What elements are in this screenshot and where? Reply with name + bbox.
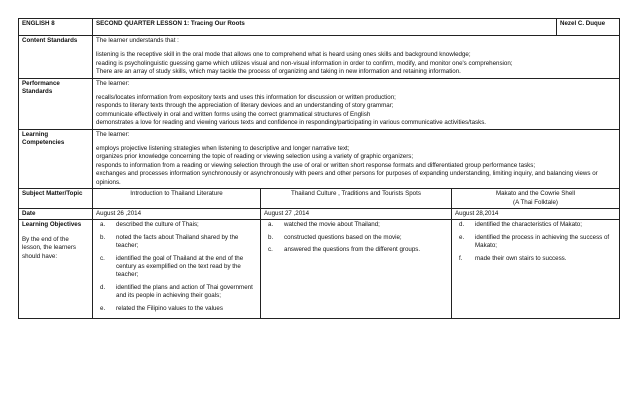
list-item xyxy=(96,221,257,229)
item-text: constructed questions based on the movie; xyxy=(284,233,402,241)
list-item xyxy=(96,284,257,301)
topic-day3-title: Makato and the Cowrie Shell xyxy=(495,190,576,198)
item-letter: b. xyxy=(268,233,274,241)
content-standard-line: reading is psycholinguistic guessing game which utilizes visual and non-visual information in order to confirm, modify, and monitor one's comprehension; xyxy=(96,59,513,67)
item-text: identified the process in achieving the success of Makato; xyxy=(475,233,610,250)
item-text: answered the questions from the different groups. xyxy=(284,246,421,254)
item-text: made their own stairs to success. xyxy=(475,254,567,262)
item-letter: a. xyxy=(268,221,274,229)
content-standards-label: Content Standards xyxy=(19,36,93,79)
objectives-note: By the end of the lesson, the learners should have: xyxy=(22,235,76,260)
list-item xyxy=(264,221,448,229)
learning-competencies-row xyxy=(19,129,620,188)
item-letter: a. xyxy=(100,221,106,229)
list-item xyxy=(96,234,257,251)
list-item xyxy=(264,246,448,254)
list-item xyxy=(264,234,448,242)
date-day1: August 26 ,2014 xyxy=(93,208,261,219)
performance-standard-line: recalls/locates information from expository texts and uses this information for discussion or written production; xyxy=(96,94,396,102)
performance-standard-line: communicate effectively in oral and written forms using the correct grammatical structures of English xyxy=(96,110,371,118)
item-letter: c. xyxy=(100,254,105,262)
date-label: Date xyxy=(19,208,93,219)
item-text: identified the characteristics of Makato; xyxy=(475,221,582,229)
teacher-name: Nezel C. Duque xyxy=(557,19,620,36)
date-day3: August 28,2014 xyxy=(452,208,620,219)
topic-day1: Introduction to Thailand Literature xyxy=(93,189,261,209)
item-text: described the culture of Thais; xyxy=(116,221,199,229)
item-letter: b. xyxy=(100,233,106,241)
item-letter: d. xyxy=(100,283,106,291)
item-letter: d. xyxy=(459,221,465,229)
learning-competency-line: exchanges and processes information synchronously or asynchronously with peers and other persons for purposes of expanding understanding, limiting inquiry, and balancing views or opinions. xyxy=(96,170,598,186)
list-item xyxy=(96,305,257,313)
learning-competency-line: organizes prior knowledge concerning the topic of reading or viewing selection using a variety of graphic organizers; xyxy=(96,153,414,161)
header-row xyxy=(19,19,620,36)
list-item xyxy=(96,255,257,280)
date-day2: August 27 ,2014 xyxy=(261,208,452,219)
learning-competency-line: responds to information from a reading or viewing selection through the use of oral or written short response formats and differentiated group performance tasks; xyxy=(96,161,536,169)
content-standards-row xyxy=(19,36,620,79)
subject-matter-row xyxy=(19,189,620,209)
performance-standard-line: responds to literary texts through the appreciation of literary devices and an understanding of story grammar; xyxy=(96,102,394,110)
item-letter: c. xyxy=(268,246,273,254)
date-row xyxy=(19,208,620,219)
item-text: watched the movie about Thailand; xyxy=(284,221,380,229)
performance-standards-row xyxy=(19,78,620,129)
item-text: noted the facts about Thailand shared by the teacher; xyxy=(116,233,239,250)
topic-day2: Thailand Culture , Traditions and Tourists Spots xyxy=(261,189,452,209)
lesson-title: SECOND QUARTER LESSON 1: Tracing Our Roots xyxy=(93,19,557,36)
lesson-plan-table xyxy=(18,18,620,319)
objectives-day1 xyxy=(93,220,261,319)
item-text: identified the goal of Thailand at the end of the century as exemplified on the text read by the teacher; xyxy=(116,254,244,279)
objectives-day2 xyxy=(261,220,452,319)
content-standard-line: There are an array of study skills, which may tackle the process of organizing and taking in new information and retaining information. xyxy=(96,68,461,76)
learning-competencies-intro: The learner: xyxy=(96,130,130,138)
content-standards-cell xyxy=(93,36,620,79)
performance-standards-cell xyxy=(93,78,620,129)
item-text: related the Filipino values to the values xyxy=(116,304,223,312)
objectives-day3 xyxy=(452,220,620,319)
list-item xyxy=(455,234,616,251)
topic-day3-subtitle: (A Thai Folktale) xyxy=(513,198,558,206)
item-letter: e. xyxy=(100,304,106,312)
item-letter: e. xyxy=(459,233,465,241)
list-item xyxy=(455,255,616,263)
learning-competency-line: employs projective listening strategies when listening to descriptive and longer narrative text; xyxy=(96,145,350,153)
item-letter: f. xyxy=(459,254,463,262)
performance-standards-intro: The learner: xyxy=(96,79,130,87)
objectives-label: Learning Objectives xyxy=(22,221,82,229)
item-text: identified the plans and action of Thai government and its people in achieving their goals; xyxy=(116,283,253,300)
content-standard-line: listening is the receptive skill in the oral mode that allows one to comprehend what is heard using ones skills and background knowledge; xyxy=(96,51,471,59)
performance-standards-label: Performance Standards xyxy=(19,78,93,129)
topic-day3 xyxy=(452,189,620,209)
content-standards-intro: The learner understands that : xyxy=(96,37,179,44)
learning-competencies-label: Learning Competencies xyxy=(19,129,93,188)
objectives-label-cell xyxy=(19,220,93,319)
subject-cell: ENGLISH 8 xyxy=(19,19,93,36)
subject-matter-label: Subject Matter/Topic xyxy=(19,189,93,209)
performance-standard-line: demonstrates a love for reading and viewing various texts and confidence in responding/participating in various communicative activities/tasks. xyxy=(96,119,487,127)
list-item xyxy=(455,221,616,229)
objectives-row xyxy=(19,220,620,319)
learning-competencies-cell xyxy=(93,129,620,188)
